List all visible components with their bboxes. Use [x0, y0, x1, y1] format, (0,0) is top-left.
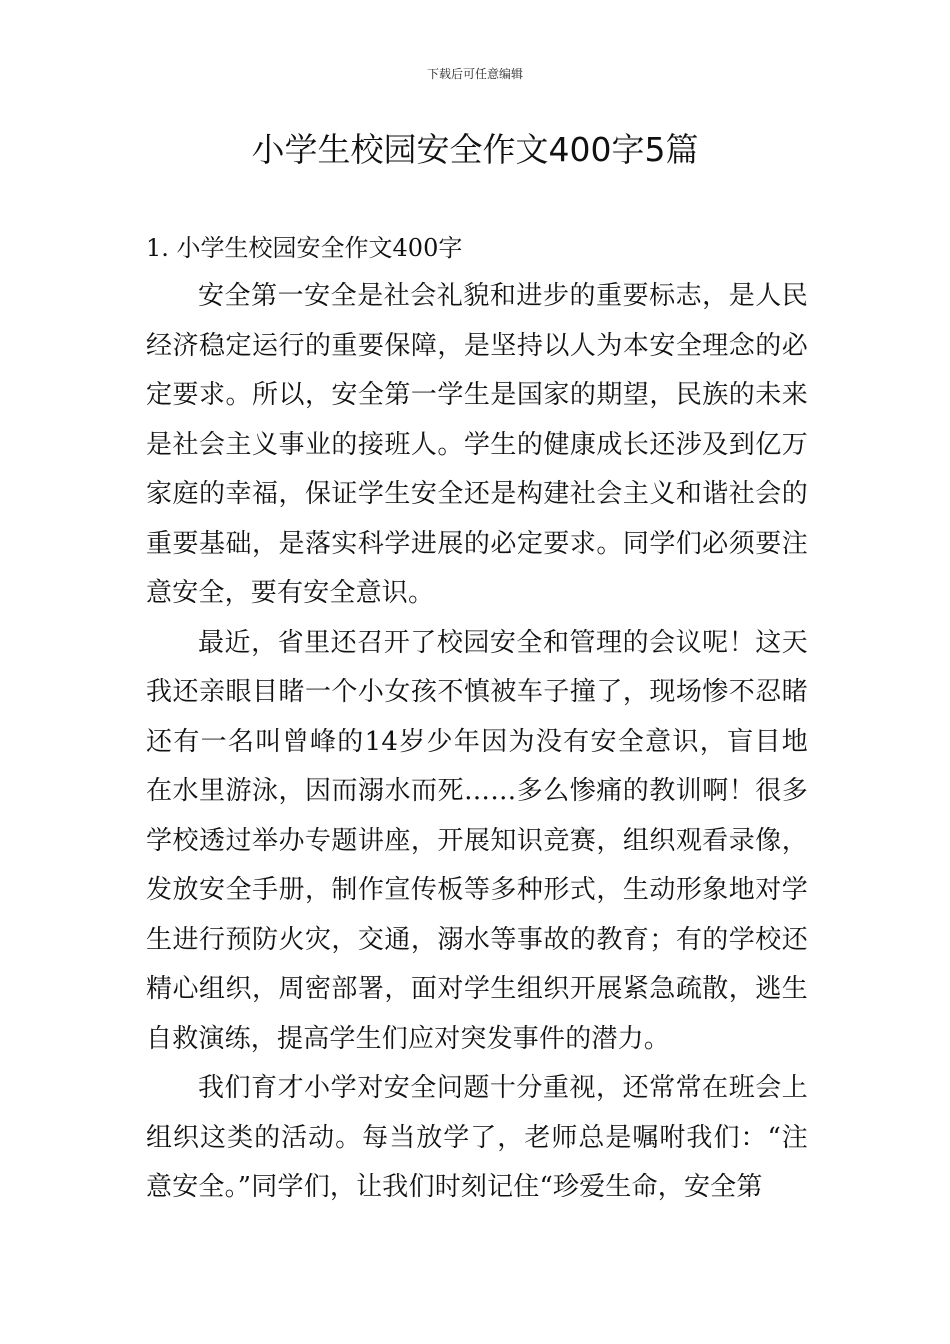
document-title: 小学生校园安全作文400字5篇 [251, 130, 699, 169]
section-heading: 1. 小学生校园安全作文400字 [146, 234, 463, 262]
paragraph-1: 安全第一安全是社会礼貌和进步的重要标志，是人民经济稳定运行的重要保障，是坚持以人为本安全理念的必定要求。所以，安全第一学生是国家的期望，民族的未来是社会主义事业的接班人。学生的健康成长还涉及到亿万家庭的幸福，保证学生安全还是构建社会主义和谐社会的重要基础，是落实科学进展的必定要求。同学们必须要注意安全，要有安全意识。 [146, 281, 808, 608]
header-note: 下载后可任意编辑 [426, 67, 523, 81]
paragraph-3: 我们育才小学对安全问题十分重视，还常常在班会上组织这类的活动。每当放学了，老师总是嘱咐我们：“注意安全。”同学们，让我们时刻记住“珍爱生命，安全第 [146, 1073, 808, 1202]
document-body [146, 224, 808, 1213]
paragraph-2: 最近，省里还召开了校园安全和管理的会议呢！这天我还亲眼目睹一个小女孩不慎被车子撞了，现场惨不忍睹还有一名叫曾峰的14岁少年因为没有安全意识，盲目地在水里游泳，因而溺水而死……多么惨痛的教训啊！很多学校透过举办专题讲座，开展知识竞赛，组织观看录像，发放安全手册，制作宣传板等多种形式，生动形象地对学生进行预防火灾，交通，溺水等事故的教育；有的学校还精心组织，周密部署，面对学生组织开展紧急疏散，逃生自救演练，提高学生们应对突发事件的潜力。 [146, 627, 808, 1054]
